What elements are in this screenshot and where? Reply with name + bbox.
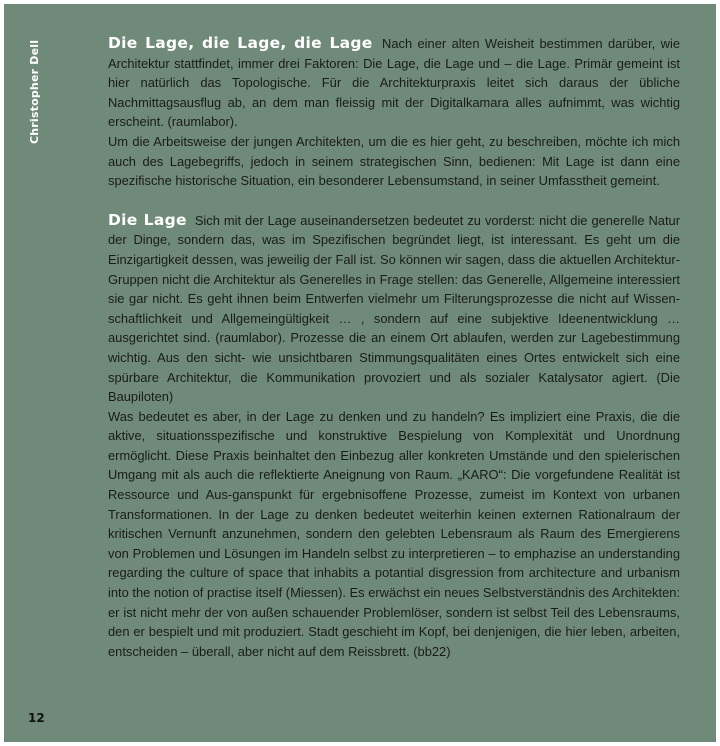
paragraph <box>108 34 680 132</box>
book-page <box>4 4 716 742</box>
article-body <box>108 34 680 681</box>
page-number: 12 <box>28 711 45 725</box>
section-die-lage <box>108 211 680 662</box>
author-name: Christopher Dell <box>28 39 41 144</box>
paragraph-text: Sich mit der Lage auseinandersetzen bedeutet zu vorderst: nicht die generelle Natur der Dinge, sondern das, was im Spezifischen begründet liegt, ist interessant. Es geht um die Einzigartigkeit dessen, was jeweilig der Fall ist. So können wir sagen, dass die aktuellen Architektur-Gruppen nicht die Architektur als Generelles in Frage stellen: das Generelle, Allgemeine interessiert sie gar nicht. Es geht ihnen beim Entwerfen vielmehr um Filterungsprozesse die nicht auf Wissen-schaftlichkeit und Allgemeingültigkeit … , sondern auf eine subjektive Ideenentwicklung … ausgerichtet sind. (raumlabor). Prozesse die an einem Ort ablaufen, werden zur Lagebestimmung wichtig. Aus den sicht- wie unsichtbaren Stimmungsqualitäten eines Ortes entwickelt sich eine spürbare Architektur, die Kommunikation provoziert und als sozialer Katalysator agiert. (Die Baupiloten) <box>108 212 680 405</box>
paragraph: Was bedeutet es aber, in der Lage zu denken und zu handeln? Es impliziert eine Praxis, die die aktive, situationsspezifische und konstruktive Bespielung von Komplexität und Unordnung ermöglicht. Diese Praxis beinhaltet den Einbezug aller konkreten Umstände und den spielerischen Umgang mit als auch die reflektierte Aneignung von Raum. „KARO“: Die vorgefundene Realität ist Ressource und Aus-ganspunkt für ergebnisoffene Prozesse, zumeist im Kontext von urbanen Transformationen. In der Lage zu denken bedeutet weiterhin keinen externen Rationalraum der kritischen Vernunft anzunehmen, sondern den gelebten Lebensraum als Raum des Emergierens von Problemen und Lösungen im Handeln selbst zu interpretieren – to emphazise an understanding regarding the culture of space that inhabits a potantial disgression from architecture and urbanism into the notion of practise itself (Miessen). Es erwächst ein neues Selbstverständnis des Architekten: er ist nicht mehr der von außen schauender Problemlöser, sondern ist selbst Teil des Lebensraums, den er bespielt und mit produziert. Stadt geschieht im Kopf, bei denjenigen, die hier leben, arbeiten, entscheiden – überall, aber nicht auf dem Reissbrett. (bb22) <box>108 408 680 659</box>
section-die-lage-die-lage-die-lage <box>108 34 680 191</box>
section-heading: Die Lage, die Lage, die Lage <box>108 34 373 52</box>
paragraph <box>108 211 680 407</box>
paragraph: Um die Arbeitsweise der jungen Architekten, um die es hier geht, zu beschreiben, möchte ich mich auch des Lagebegriffs, jedoch in seinem strategischen Sinn, bedienen: Mit Lage ist dann eine spezifische historische Situation, ein besonderer Lebensumstand, in seiner Umfasstheit gemeint. <box>108 133 680 189</box>
section-heading: Die Lage <box>108 210 187 229</box>
paragraph-text: Nach einer alten Weisheit bestimmen darüber, wie Architektur stattfindet, immer drei Faktoren: Die Lage, die Lage und – die Lage. Primär gemeint ist hier natürlich das Topologische. Für die Architekturpraxis leitet sich daraus der übliche Nachmittagsausflug ab, an dem man fleissig mit der Digitalkamara alles aufnimmt, was wichtig erscheint. (raumlabor). <box>108 36 680 130</box>
